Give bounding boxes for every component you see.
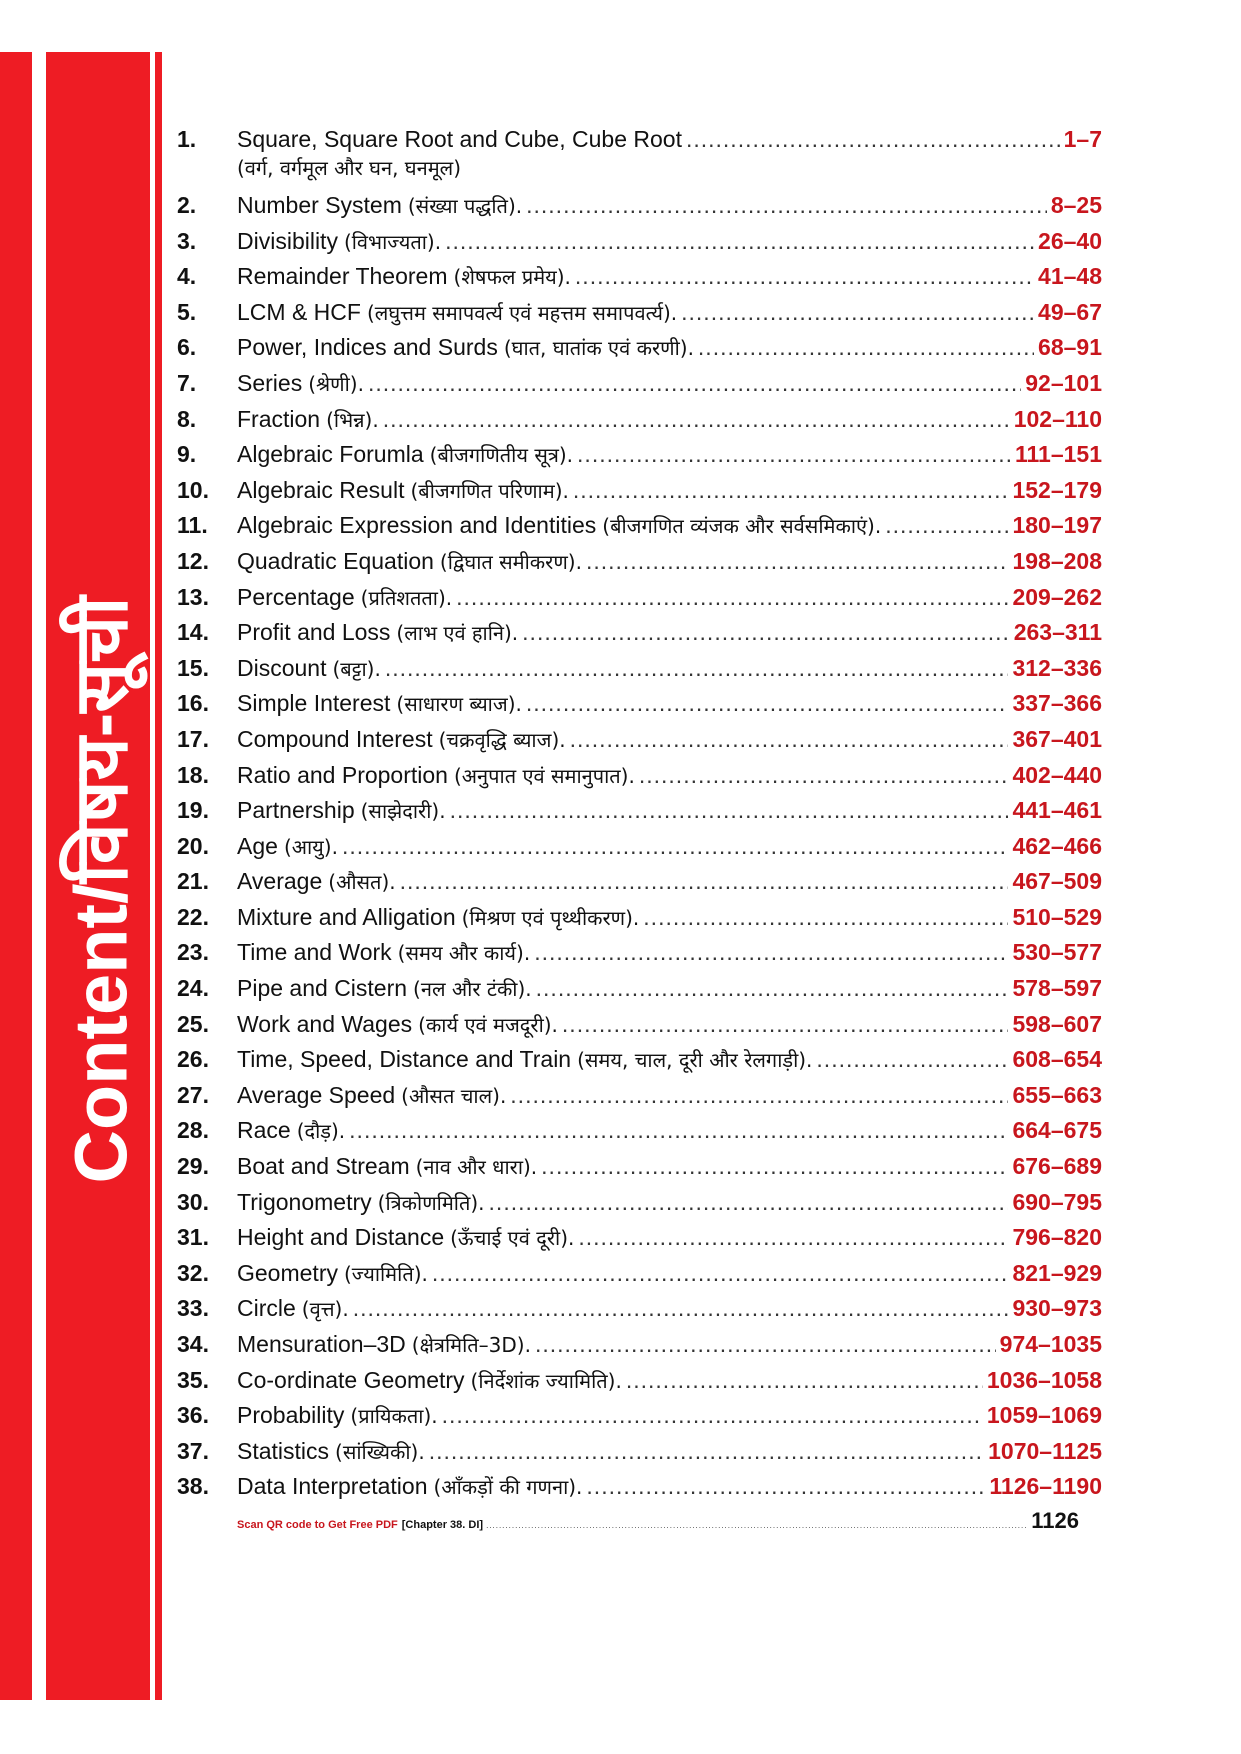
toc-entry-hindi-title: (ऊँचाई एवं दूरी). bbox=[450, 1226, 575, 1251]
toc-dot-leader bbox=[429, 1434, 984, 1470]
toc-entry-hindi-title: (सांख्यिकी). bbox=[335, 1439, 425, 1464]
toc-entry-hindi-title: (प्रायिकता). bbox=[350, 1404, 438, 1429]
toc-entry[interactable] bbox=[177, 402, 1102, 438]
toc-entry-hindi-title: (श्रेणी). bbox=[308, 371, 364, 396]
toc-entry-hindi-title: (मिश्रण एवं पृथ्थीकरण). bbox=[461, 905, 640, 930]
toc-entry[interactable] bbox=[177, 1256, 1102, 1292]
toc-entry-pages: 8–25 bbox=[1050, 192, 1102, 218]
toc-entry-pages: 655–663 bbox=[1012, 1081, 1102, 1108]
toc-dot-leader bbox=[578, 1220, 1008, 1256]
vertical-page-title: Content/विषय-सूची bbox=[59, 596, 143, 1184]
toc-entry-hindi-title: (नाव और धारा). bbox=[415, 1155, 538, 1180]
toc-entry[interactable] bbox=[177, 188, 1102, 224]
toc-dot-leader bbox=[575, 259, 1034, 295]
toc-dot-leader bbox=[522, 615, 1010, 651]
toc-entry-number: 15. bbox=[177, 654, 209, 681]
toc-entry-title: Quadratic Equation bbox=[237, 547, 434, 574]
toc-entry[interactable] bbox=[177, 1363, 1102, 1399]
toc-entry-hindi-title: (चक्रवृद्धि ब्याज). bbox=[438, 727, 566, 752]
toc-entry-title: Square, Square Root and Cube, Cube Root bbox=[237, 126, 682, 152]
toc-entry[interactable] bbox=[177, 1291, 1102, 1327]
toc-entry-pages: 152–179 bbox=[1012, 476, 1102, 503]
toc-entry-title: Data Interpretation bbox=[237, 1473, 428, 1500]
toc-entry-pages: 796–820 bbox=[1012, 1224, 1102, 1251]
toc-entry[interactable] bbox=[177, 686, 1102, 722]
toc-entry-number: 28. bbox=[177, 1117, 209, 1144]
toc-entry-pages: 209–262 bbox=[1012, 583, 1102, 610]
toc-entry-hindi-title: (साधारण ब्याज). bbox=[396, 692, 522, 717]
toc-entry[interactable] bbox=[177, 793, 1102, 829]
toc-entry-number: 23. bbox=[177, 939, 209, 966]
toc-entry-number: 6. bbox=[177, 334, 197, 361]
toc-dot-leader bbox=[534, 935, 1008, 971]
toc-entry-pages: 402–440 bbox=[1012, 761, 1102, 788]
toc-dot-leader bbox=[432, 1256, 1009, 1292]
toc-entry-pages: 821–929 bbox=[1012, 1259, 1102, 1286]
toc-entry-pages: 92–101 bbox=[1025, 369, 1102, 396]
toc-entry-title: Partnership bbox=[237, 797, 355, 824]
toc-entry-pages: 462–466 bbox=[1012, 832, 1102, 859]
toc-entry-number: 9. bbox=[177, 441, 197, 468]
toc-entry-title: Power, Indices and Surds bbox=[237, 334, 498, 361]
toc-entry-number: 29. bbox=[177, 1153, 209, 1180]
toc-entry-title: Geometry bbox=[237, 1259, 338, 1286]
toc-entry-number: 7. bbox=[177, 369, 197, 396]
toc-entry-number: 18. bbox=[177, 761, 209, 788]
toc-entry-pages: 263–311 bbox=[1013, 619, 1102, 646]
toc-entry-title: Divisibility bbox=[237, 227, 338, 254]
toc-entry-pages: 530–577 bbox=[1012, 939, 1102, 966]
toc-entry-pages: 41–48 bbox=[1038, 263, 1102, 290]
toc-entry[interactable] bbox=[177, 615, 1102, 651]
toc-entry-pages: 664–675 bbox=[1012, 1117, 1102, 1144]
toc-entry[interactable] bbox=[177, 758, 1102, 794]
toc-entry-number: 34. bbox=[177, 1331, 209, 1357]
toc-entry-pages: 510–529 bbox=[1012, 903, 1102, 930]
toc-entry-number: 19. bbox=[177, 797, 209, 824]
toc-dot-leader bbox=[639, 758, 1009, 794]
toc-entry-number: 32. bbox=[177, 1259, 209, 1286]
toc-entry-title: LCM & HCF bbox=[237, 298, 361, 325]
toc-entry-title: Percentage bbox=[237, 583, 355, 610]
toc-entry-pages: 1059–1069 bbox=[986, 1402, 1102, 1429]
toc-entry-title: Discount bbox=[237, 654, 327, 681]
toc-entry[interactable] bbox=[177, 122, 1102, 188]
toc-entry-hindi-title: (दौड़). bbox=[296, 1119, 346, 1144]
toc-entry[interactable] bbox=[177, 1007, 1102, 1043]
toc-entry-pages: 676–689 bbox=[1012, 1153, 1102, 1180]
toc-entry[interactable] bbox=[177, 366, 1102, 402]
toc-entry-hindi-title: (ज्यामिति). bbox=[343, 1261, 428, 1286]
toc-dot-leader bbox=[349, 1113, 1008, 1149]
toc-dot-leader bbox=[698, 330, 1034, 366]
toc-entry-hindi-title: (औसत). bbox=[328, 870, 396, 895]
toc-entry-title: Series bbox=[237, 369, 303, 396]
toc-entry-hindi-title: (त्रिकोणमिति). bbox=[377, 1190, 485, 1215]
toc-entry-pages: 68–91 bbox=[1038, 334, 1102, 361]
toc-entry[interactable] bbox=[177, 1149, 1102, 1185]
toc-entry-pages: 930–973 bbox=[1012, 1295, 1102, 1322]
toc-entry[interactable] bbox=[177, 437, 1102, 473]
toc-dot-leader bbox=[510, 1078, 1008, 1114]
toc-dot-leader bbox=[368, 366, 1021, 402]
toc-entry-hindi-title: (भिन्न). bbox=[326, 407, 379, 432]
toc-entry-title: Pipe and Cistern bbox=[237, 975, 408, 1002]
toc-entry-number: 11. bbox=[177, 512, 208, 539]
toc-dot-leader bbox=[489, 1185, 1009, 1221]
toc-entry-pages: 198–208 bbox=[1012, 547, 1102, 574]
toc-entry-pages: 578–597 bbox=[1012, 975, 1102, 1002]
toc-dot-leader bbox=[456, 580, 1008, 616]
toc-entry-title: Algebraic Result bbox=[237, 476, 405, 503]
toc-dot-leader bbox=[586, 1469, 985, 1505]
toc-entry-number: 5. bbox=[177, 298, 197, 325]
toc-dot-leader bbox=[643, 900, 1008, 936]
toc-entry[interactable] bbox=[177, 224, 1102, 260]
footer-qr-text: Scan QR code to Get Free PDF bbox=[237, 1519, 398, 1531]
toc-entry-number: 26. bbox=[177, 1046, 209, 1073]
toc-entry[interactable] bbox=[177, 1220, 1102, 1256]
toc-entry[interactable] bbox=[177, 1469, 1102, 1505]
toc-entry[interactable] bbox=[177, 864, 1102, 900]
toc-entry-hindi-title: (द्विघात समीकरण). bbox=[439, 549, 582, 574]
toc-entry-title: Mixture and Alligation bbox=[237, 903, 456, 930]
toc-entry-hindi-title: (औसत चाल). bbox=[401, 1083, 507, 1108]
toc-entry-pages: 111–151 bbox=[1014, 441, 1102, 468]
toc-entry-hindi-title: (साझेदारी). bbox=[360, 799, 446, 824]
toc-dot-leader bbox=[562, 1007, 1009, 1043]
toc-entry-pages: 337–366 bbox=[1012, 690, 1102, 717]
toc-entry-title: Time and Work bbox=[237, 939, 392, 966]
toc-entry[interactable] bbox=[177, 508, 1102, 544]
toc-entry-hindi-title: (विभाज्यता). bbox=[343, 229, 442, 254]
toc-entry-number: 16. bbox=[177, 690, 209, 717]
toc-dot-leader bbox=[586, 544, 1008, 580]
toc-entry-hindi-title: (अनुपात एवं समानुपात). bbox=[453, 763, 635, 788]
toc-entry-number: 14. bbox=[177, 619, 209, 646]
toc-entry-pages: 974–1035 bbox=[999, 1331, 1102, 1357]
toc-entry-title: Trigonometry bbox=[237, 1188, 372, 1215]
table-of-contents bbox=[177, 122, 1102, 1505]
toc-entry-title: Average Speed bbox=[237, 1081, 396, 1108]
toc-entry-title: Probability bbox=[237, 1402, 345, 1429]
toc-entry-number: 35. bbox=[177, 1366, 209, 1393]
toc-dot-leader bbox=[383, 402, 1010, 438]
toc-entry-title: Boat and Stream bbox=[237, 1153, 410, 1180]
toc-entry-number: 10. bbox=[177, 476, 209, 503]
toc-entry-number: 27. bbox=[177, 1081, 209, 1108]
toc-entry-pages: 102–110 bbox=[1013, 405, 1102, 432]
toc-entry-pages: 312–336 bbox=[1012, 654, 1102, 681]
toc-entry-title: Mensuration–3D bbox=[237, 1331, 406, 1357]
toc-entry-hindi-title: (समय, चाल, दूरी और रेलगाड़ी). bbox=[577, 1048, 813, 1073]
toc-entry-title: Circle bbox=[237, 1295, 296, 1322]
toc-entry-hindi-title: (घात, घातांक एवं करणी). bbox=[503, 336, 694, 361]
toc-entry-title: Ratio and Proportion bbox=[237, 761, 448, 788]
toc-entry-number: 8. bbox=[177, 405, 197, 432]
toc-entry-hindi-title: (बीजगणित परिणाम). bbox=[410, 478, 569, 503]
toc-entry-pages: 180–197 bbox=[1012, 512, 1102, 539]
toc-entry-hindi-title: (बीजगणितीय सूत्र). bbox=[429, 443, 574, 468]
toc-entry-number: 12. bbox=[177, 547, 209, 574]
toc-dot-leader bbox=[385, 651, 1009, 687]
toc-dot-leader bbox=[442, 1398, 983, 1434]
toc-entry[interactable] bbox=[177, 1434, 1102, 1470]
toc-entry-pages: 608–654 bbox=[1012, 1046, 1102, 1073]
toc-entry[interactable] bbox=[177, 473, 1102, 509]
toc-entry-number: 3. bbox=[177, 227, 197, 254]
toc-entry-title: Work and Wages bbox=[237, 1010, 413, 1037]
toc-entry-hindi-title: (नल और टंकी). bbox=[413, 977, 532, 1002]
toc-entry-number: 30. bbox=[177, 1188, 209, 1215]
toc-entry-number: 25. bbox=[177, 1010, 209, 1037]
footer-dot-leader bbox=[486, 1521, 1028, 1530]
toc-entry-pages: 1126–1190 bbox=[989, 1473, 1102, 1500]
toc-dot-leader bbox=[681, 295, 1034, 331]
toc-entry-title: Fraction bbox=[237, 405, 321, 432]
toc-dot-leader bbox=[577, 437, 1011, 473]
toc-entry-pages: 441–461 bbox=[1012, 797, 1102, 824]
toc-entry-hindi-title: (बीजगणित व्यंजक और सर्वसमिकाएं). bbox=[602, 514, 882, 539]
toc-entry-title: Algebraic Forumla bbox=[237, 441, 424, 468]
toc-entry-number: 13. bbox=[177, 583, 209, 610]
toc-dot-leader bbox=[400, 864, 1009, 900]
toc-dot-leader bbox=[342, 829, 1009, 865]
toc-entry-hindi-title: (क्षेत्रमिति–3D). bbox=[411, 1333, 531, 1357]
toc-entry-hindi-title: (वृत्त). bbox=[301, 1297, 349, 1322]
toc-dot-leader bbox=[686, 122, 1060, 158]
toc-entry-pages: 1036–1058 bbox=[986, 1366, 1102, 1393]
toc-entry-hindi-title: (समय और कार्य). bbox=[397, 941, 531, 966]
toc-entry[interactable] bbox=[177, 900, 1102, 936]
toc-dot-leader bbox=[541, 1149, 1008, 1185]
toc-dot-leader bbox=[526, 686, 1009, 722]
toc-entry-number: 31. bbox=[177, 1224, 209, 1251]
toc-entry-title: Race bbox=[237, 1117, 291, 1144]
band-white-line bbox=[150, 52, 155, 1700]
toc-entry-number: 2. bbox=[177, 192, 197, 218]
toc-entry[interactable] bbox=[177, 651, 1102, 687]
toc-entry-title: Simple Interest bbox=[237, 690, 391, 717]
toc-entry-hindi-title: (लाभ एवं हानि). bbox=[396, 621, 519, 646]
toc-entry-hindi-title: (निर्देशांक ज्यामिति). bbox=[470, 1368, 622, 1393]
toc-entry-pages: 1070–1125 bbox=[988, 1437, 1102, 1464]
toc-entry-number: 21. bbox=[177, 868, 209, 895]
toc-entry[interactable] bbox=[177, 1185, 1102, 1221]
footer-page-number: 1126 bbox=[1031, 1508, 1079, 1533]
toc-entry-hindi-title: (प्रतिशतता). bbox=[360, 585, 453, 610]
toc-entry-pages: 1–7 bbox=[1063, 126, 1102, 152]
toc-entry-title: Statistics bbox=[237, 1437, 330, 1464]
toc-entry-hindi-title: (बट्टा). bbox=[332, 656, 381, 681]
toc-entry[interactable] bbox=[177, 330, 1102, 366]
toc-entry[interactable] bbox=[177, 295, 1102, 331]
toc-entry-pages: 467–509 bbox=[1012, 868, 1102, 895]
footer-qr-line[interactable] bbox=[237, 1508, 1079, 1534]
toc-entry-hindi-title: (आँकड़ों की गणना). bbox=[433, 1475, 583, 1500]
toc-entry-hindi-title: (संख्या पद्धति). bbox=[407, 194, 523, 218]
toc-entry-number: 24. bbox=[177, 975, 209, 1002]
toc-dot-leader bbox=[885, 508, 1008, 544]
toc-entry[interactable] bbox=[177, 544, 1102, 580]
toc-entry-hindi-title: (वर्ग, वर्गमूल और घन, घनमूल) bbox=[237, 155, 462, 180]
toc-entry[interactable] bbox=[177, 1327, 1102, 1363]
toc-entry-number: 38. bbox=[177, 1473, 209, 1500]
toc-entry-number: 1. bbox=[177, 126, 197, 152]
toc-dot-leader bbox=[816, 1042, 1008, 1078]
toc-dot-leader bbox=[626, 1363, 983, 1399]
toc-dot-leader bbox=[445, 224, 1034, 260]
toc-entry-hindi-title: (लघुत्तम समापवर्त्य एवं महत्तम समापवर्त्य). bbox=[366, 300, 678, 325]
toc-entry-pages: 598–607 bbox=[1012, 1010, 1102, 1037]
toc-dot-leader bbox=[536, 971, 1009, 1007]
toc-entry[interactable] bbox=[177, 259, 1102, 295]
toc-entry-title: Height and Distance bbox=[237, 1224, 445, 1251]
toc-dot-leader bbox=[353, 1291, 1009, 1327]
toc-entry[interactable] bbox=[177, 935, 1102, 971]
toc-dot-leader bbox=[535, 1327, 996, 1363]
toc-entry-pages: 690–795 bbox=[1012, 1188, 1102, 1215]
toc-entry-title: Time, Speed, Distance and Train bbox=[237, 1046, 572, 1073]
toc-dot-leader bbox=[450, 793, 1009, 829]
toc-entry-pages: 49–67 bbox=[1038, 298, 1102, 325]
toc-entry-title: Compound Interest bbox=[237, 725, 433, 752]
toc-entry-number: 22. bbox=[177, 903, 209, 930]
toc-entry-number: 17. bbox=[177, 725, 209, 752]
toc-entry-title: Algebraic Expression and Identities bbox=[237, 512, 597, 539]
toc-entry-title: Age bbox=[237, 832, 278, 859]
toc-entry[interactable] bbox=[177, 722, 1102, 758]
toc-entry-hindi-title: (शेषफल प्रमेय). bbox=[453, 265, 571, 290]
toc-entry[interactable] bbox=[177, 1113, 1102, 1149]
toc-entry-pages: 26–40 bbox=[1038, 227, 1102, 254]
toc-entry-title: Number System bbox=[237, 192, 402, 218]
toc-entry[interactable] bbox=[177, 580, 1102, 616]
toc-entry-title: Remainder Theorem bbox=[237, 263, 448, 290]
toc-entry-hindi-title: (कार्य एवं मजदूरी). bbox=[418, 1012, 558, 1037]
toc-entry-hindi-title: (आयु). bbox=[283, 834, 338, 859]
toc-entry-number: 4. bbox=[177, 263, 197, 290]
toc-entry[interactable] bbox=[177, 1078, 1102, 1114]
toc-dot-leader bbox=[570, 722, 1009, 758]
toc-entry-number: 20. bbox=[177, 832, 209, 859]
toc-entry[interactable] bbox=[177, 1398, 1102, 1434]
toc-entry-title: Average bbox=[237, 868, 323, 895]
footer-chapter-text: [Chapter 38. DI] bbox=[401, 1519, 484, 1531]
band-white-stripe bbox=[32, 52, 46, 1700]
toc-dot-leader bbox=[526, 188, 1047, 224]
toc-entry[interactable] bbox=[177, 829, 1102, 865]
toc-entry-title: Profit and Loss bbox=[237, 619, 391, 646]
toc-entry[interactable] bbox=[177, 971, 1102, 1007]
toc-dot-leader bbox=[573, 473, 1009, 509]
toc-entry-number: 33. bbox=[177, 1295, 209, 1322]
toc-entry-title: Co-ordinate Geometry bbox=[237, 1366, 465, 1393]
toc-entry-number: 36. bbox=[177, 1402, 209, 1429]
toc-entry-number: 37. bbox=[177, 1437, 209, 1464]
toc-entry[interactable] bbox=[177, 1042, 1102, 1078]
toc-entry-pages: 367–401 bbox=[1012, 725, 1102, 752]
